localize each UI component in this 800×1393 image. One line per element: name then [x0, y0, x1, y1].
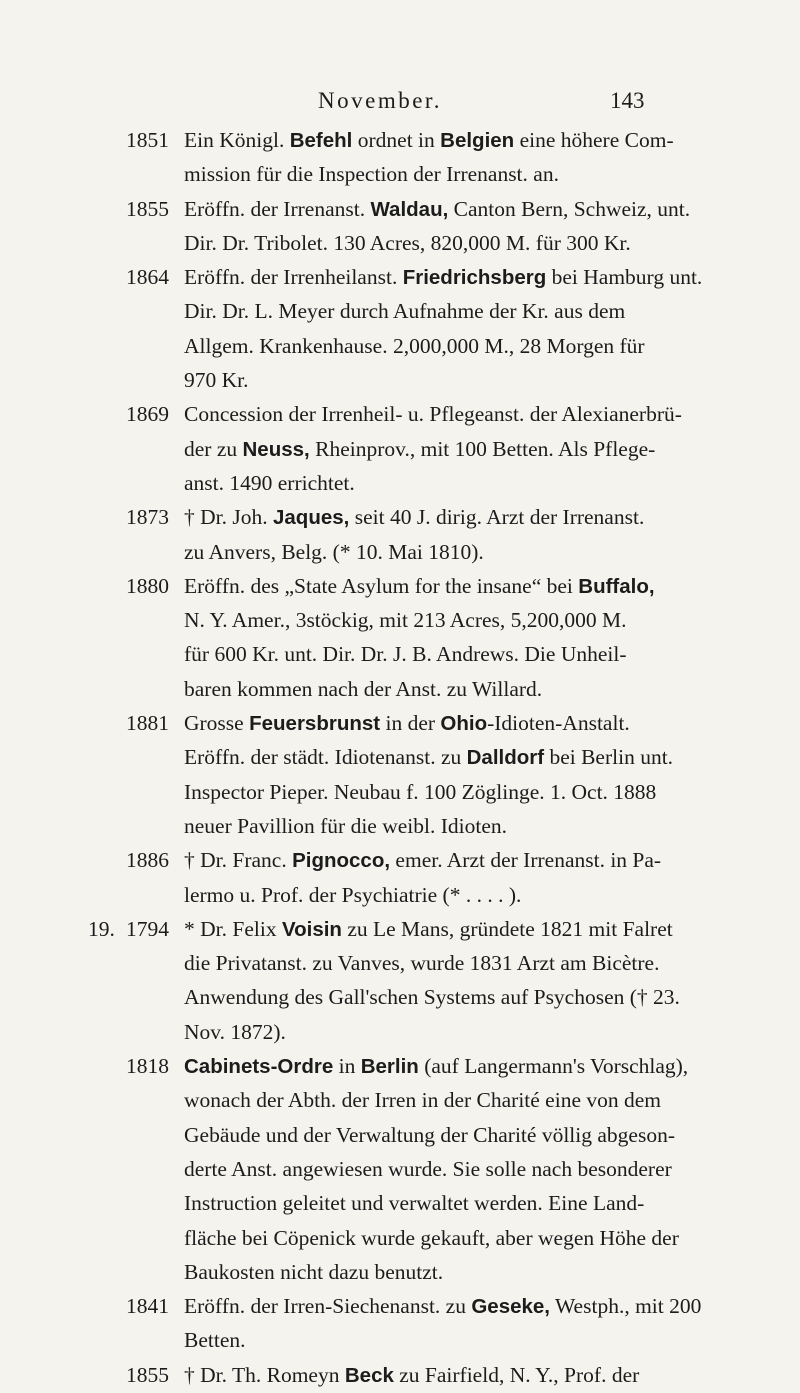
emphasized-name: Waldau,: [370, 197, 449, 221]
entry-text: wonach der Abth. der Irren in der Charité eine von dem: [184, 1088, 662, 1113]
entry-text: Grosse: [184, 711, 250, 736]
entry-line: [0, 500, 800, 534]
entry-line: [0, 912, 800, 946]
entry-text: bei Berlin unt.: [544, 745, 674, 770]
entry-line: [0, 1118, 800, 1152]
entry-text: † Dr. Joh.: [184, 505, 273, 530]
entry-line: [0, 569, 800, 603]
entry-text: eine höhere Com-: [514, 128, 674, 152]
entry-text: Rheinprov., mit 100 Betten. Als Pflege-: [309, 436, 656, 461]
emphasized-name: Friedrichsberg: [402, 266, 547, 290]
emphasized-name: Berlin: [360, 1055, 419, 1079]
entry-text: Eröffn. der Irrenheilanst.: [184, 265, 403, 290]
emphasized-name: Pignocco,: [292, 849, 391, 873]
chronicle-entry: [0, 397, 800, 500]
entry-year: 1818: [126, 1054, 169, 1079]
entry-text: * Dr. Felix: [184, 916, 282, 941]
entry-text: † Dr. Th. Romeyn: [184, 1362, 345, 1387]
entry-text: ordnet in: [352, 128, 441, 152]
entry-text: Westph., mit 200: [550, 1294, 702, 1319]
entry-line: [0, 1221, 800, 1255]
entry-line: [0, 946, 800, 980]
entry-year: 1873: [126, 505, 169, 530]
entry-text: zu Anvers, Belg. (* 10. Mai 1810).: [184, 539, 484, 564]
chronicle-entry: [0, 192, 800, 261]
entry-line: [0, 294, 800, 328]
entry-text: für 600 Kr. unt. Dir. Dr. J. B. Andrews. Die Unheil-: [184, 642, 627, 667]
entry-line: [0, 775, 800, 809]
entry-line: [0, 1323, 800, 1357]
entry-line: [0, 466, 800, 500]
entry-line: [0, 1083, 800, 1117]
emphasized-name: Voisin: [281, 917, 342, 941]
page-header: [0, 88, 800, 120]
entry-line: [0, 637, 800, 671]
entry-line: [0, 226, 800, 260]
entry-text: Instruction geleitet und verwaltet werden. Eine Land-: [184, 1191, 645, 1216]
entry-text: emer. Arzt der Irrenanst. in Pa-: [390, 848, 662, 873]
entry-year: 1880: [126, 573, 169, 598]
emphasized-name: Feuersbrunst: [249, 712, 381, 736]
entry-text: zu Fairfield, N. Y., Prof. der: [393, 1362, 640, 1387]
entry-line: [0, 397, 800, 431]
entry-year: 1864: [126, 265, 169, 290]
entry-line: [0, 192, 800, 226]
entry-line: [0, 980, 800, 1014]
entry-text: N. Y. Amer., 3stöckig, mit 213 Acres, 5,200,000 M.: [184, 608, 627, 633]
entry-line: [0, 1152, 800, 1186]
chronicle-entry: [0, 912, 800, 1049]
entry-text: bei Hamburg unt.: [546, 265, 703, 290]
chronicle-entry: [0, 1289, 800, 1358]
entry-text: Eröffn. der Irren-Siechenanst. zu: [184, 1294, 472, 1319]
chronicle-entry: [0, 1358, 800, 1392]
entry-text: Dir. Dr. L. Meyer durch Aufnahme der Kr. aus dem: [184, 299, 626, 324]
emphasized-name: Dalldorf: [466, 746, 545, 770]
entry-line: [0, 603, 800, 637]
entry-text: baren kommen nach der Anst. zu Willard.: [184, 676, 543, 701]
entry-year: 1841: [126, 1294, 169, 1319]
entry-text: lermo u. Prof. der Psychiatrie (* . . . . ).: [184, 882, 522, 907]
emphasized-name: Befehl: [289, 129, 353, 152]
emphasized-name: Beck: [344, 1363, 394, 1387]
entry-text: Gebäude und der Verwaltung der Charité völlig abgeson-: [184, 1122, 675, 1147]
entry-year: 1855: [126, 196, 169, 221]
entry-text: (auf Langermann's Vorschlag),: [418, 1054, 689, 1079]
entry-text: die Privatanst. zu Vanves, wurde 1831 Arzt am Bicètre.: [184, 951, 660, 976]
entry-line: [0, 1358, 800, 1392]
entry-line: [0, 1186, 800, 1220]
entry-line: [0, 1255, 800, 1289]
chronicle-entry: [0, 260, 800, 397]
entry-year: 1855: [126, 1362, 169, 1387]
entry-text: der zu: [184, 436, 243, 461]
entry-text: Canton Bern, Schweiz, unt.: [448, 196, 691, 221]
emphasized-name: Buffalo,: [578, 574, 655, 598]
entry-line: [0, 329, 800, 363]
entry-text: Betten.: [184, 1328, 246, 1353]
entry-text: Eröffn. der städt. Idiotenanst. zu: [184, 745, 467, 770]
chronicle-entry: [0, 1049, 800, 1289]
emphasized-name: Belgien: [440, 129, 515, 152]
entry-line: [0, 809, 800, 843]
entry-line: [0, 672, 800, 706]
entry-year: 1869: [126, 402, 169, 427]
entry-text: Eröffn. der Irrenanst.: [184, 196, 371, 221]
emphasized-name: Neuss,: [242, 437, 310, 461]
chronicle-entry: [0, 843, 800, 912]
entry-text: mission für die Inspection der Irrenanst. an.: [184, 162, 559, 187]
entry-text: Eröffn. des „State Asylum for the insane“ bei: [184, 573, 579, 598]
entry-text: fläche bei Cöpenick wurde gekauft, aber wegen Höhe der: [184, 1225, 679, 1250]
chronicle-entry: [0, 500, 800, 569]
chronicle-entry: [0, 123, 800, 192]
entry-line: [0, 706, 800, 740]
entry-line: [0, 1049, 800, 1083]
entry-line: [0, 740, 800, 774]
entry-text: derte Anst. angewiesen wurde. Sie solle nach besonderer: [184, 1156, 672, 1181]
entry-text: Dir. Dr. Tribolet. 130 Acres, 820,000 M. für 300 Kr.: [184, 230, 631, 255]
entry-text: Anwendung des Gall'schen Systems auf Psychosen († 23.: [184, 985, 680, 1010]
chronicle-entries: [0, 123, 800, 1392]
day-marker: 19.: [88, 916, 115, 941]
entry-year: 1881: [126, 711, 169, 736]
running-title: November.: [318, 88, 443, 113]
entry-line: [0, 123, 800, 157]
entry-text: seit 40 J. dirig. Arzt der Irrenanst.: [349, 505, 645, 530]
entry-line: [0, 1015, 800, 1049]
entry-text: † Dr. Franc.: [184, 848, 293, 873]
entry-text: 970 Kr.: [184, 368, 249, 393]
emphasized-name: Geseke,: [471, 1295, 550, 1319]
entry-text: Nov. 1872).: [184, 1019, 286, 1044]
emphasized-name: Jaques,: [273, 506, 350, 530]
entry-line: [0, 878, 800, 912]
entry-year: 1851: [126, 128, 169, 152]
entry-text: Concession der Irrenheil- u. Pflegeanst. der Alexianerbrü-: [184, 402, 682, 427]
entry-text: anst. 1490 errichtet.: [184, 470, 355, 495]
entry-line: [0, 1289, 800, 1323]
entry-line: [0, 843, 800, 877]
emphasized-name: Ohio: [440, 712, 488, 736]
chronicle-entry: [0, 706, 800, 843]
entry-year: 1794: [126, 916, 169, 941]
entry-text: Allgem. Krankenhause. 2,000,000 M., 28 Morgen für: [184, 333, 645, 358]
entry-line: [0, 535, 800, 569]
entry-text: in: [333, 1054, 361, 1079]
entry-text: zu Le Mans, gründete 1821 mit Falret: [341, 916, 673, 941]
entry-line: [0, 432, 800, 466]
entry-text: Inspector Pieper. Neubau f. 100 Zöglinge. 1. Oct. 1888: [184, 779, 657, 804]
entry-line: [0, 363, 800, 397]
entry-text: Baukosten nicht dazu benutzt.: [184, 1259, 444, 1284]
entry-text: Ein Königl.: [184, 128, 290, 152]
page-number: 143: [610, 88, 645, 113]
chronicle-entry: [0, 569, 800, 706]
entry-text: -Idioten-Anstalt.: [487, 711, 630, 736]
emphasized-name: Cabinets-Ordre: [184, 1055, 334, 1079]
entry-text: neuer Pavillion für die weibl. Idioten.: [184, 813, 508, 838]
entry-year: 1886: [126, 848, 169, 873]
entry-line: [0, 260, 800, 294]
entry-text: in der: [380, 711, 441, 736]
entry-line: [0, 157, 800, 191]
